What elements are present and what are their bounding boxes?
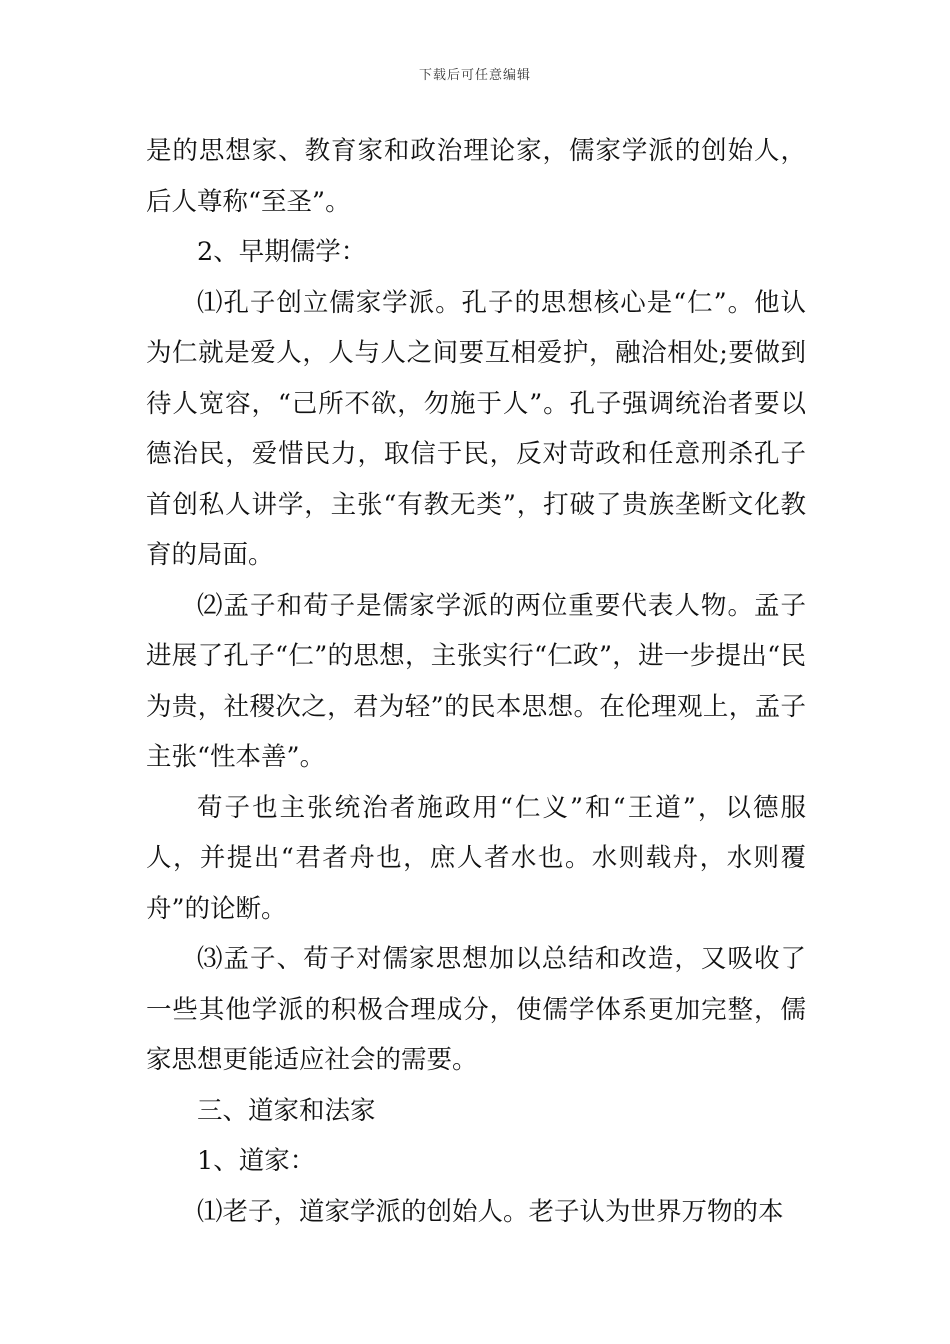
paragraph-4: ⑵孟子和荀子是儒家学派的两位重要代表人物。孟子进展了孔子“仁”的思想，主张实行“仁政”，进一步提出“民为贵，社稷次之，君为轻”的民本思想。在伦理观上，孟子主张“性本善”。 bbox=[146, 590, 806, 772]
paragraph-5: 荀子也主张统治者施政用“仁义”和“王道”，以德服人，并提出“君者舟也，庶人者水也。水则载舟，水则覆舟”的论断。 bbox=[146, 792, 806, 924]
paragraph-6: ⑶孟子、荀子对儒家思想加以总结和改造，又吸收了一些其他学派的积极合理成分，使儒学体系更加完整，儒家思想更能适应社会的需要。 bbox=[146, 944, 806, 1075]
paragraph-3: ⑴孔子创立儒家学派。孔子的思想核心是“仁”。他认为仁就是爱人，人与人之间要互相爱护，融洽相处;要做到待人宽容，“己所不欲，勿施于人”。孔子强调统治者要以德治民，爱惜民力，取信于民，反对苛政和任意刑杀孔子首创私人讲学，主张“有教无类”，打破了贵族垄断文化教育的局面。 bbox=[146, 287, 806, 570]
page-header-note: 下载后可任意编辑 bbox=[418, 68, 531, 83]
paragraph-9: ⑴老子，道家学派的创始人。老子认为世界万物的本 bbox=[197, 1196, 784, 1227]
subsection-heading: 1、道家： bbox=[197, 1146, 316, 1176]
section-heading: 三、道家和法家 bbox=[197, 1095, 376, 1126]
paragraph-2: 2、早期儒学： bbox=[197, 237, 367, 267]
paragraph-1: 是的思想家、教育家和政治理论家，儒家学派的创始人，后人尊称“至圣”。 bbox=[146, 136, 806, 217]
document-body bbox=[146, 126, 806, 1237]
